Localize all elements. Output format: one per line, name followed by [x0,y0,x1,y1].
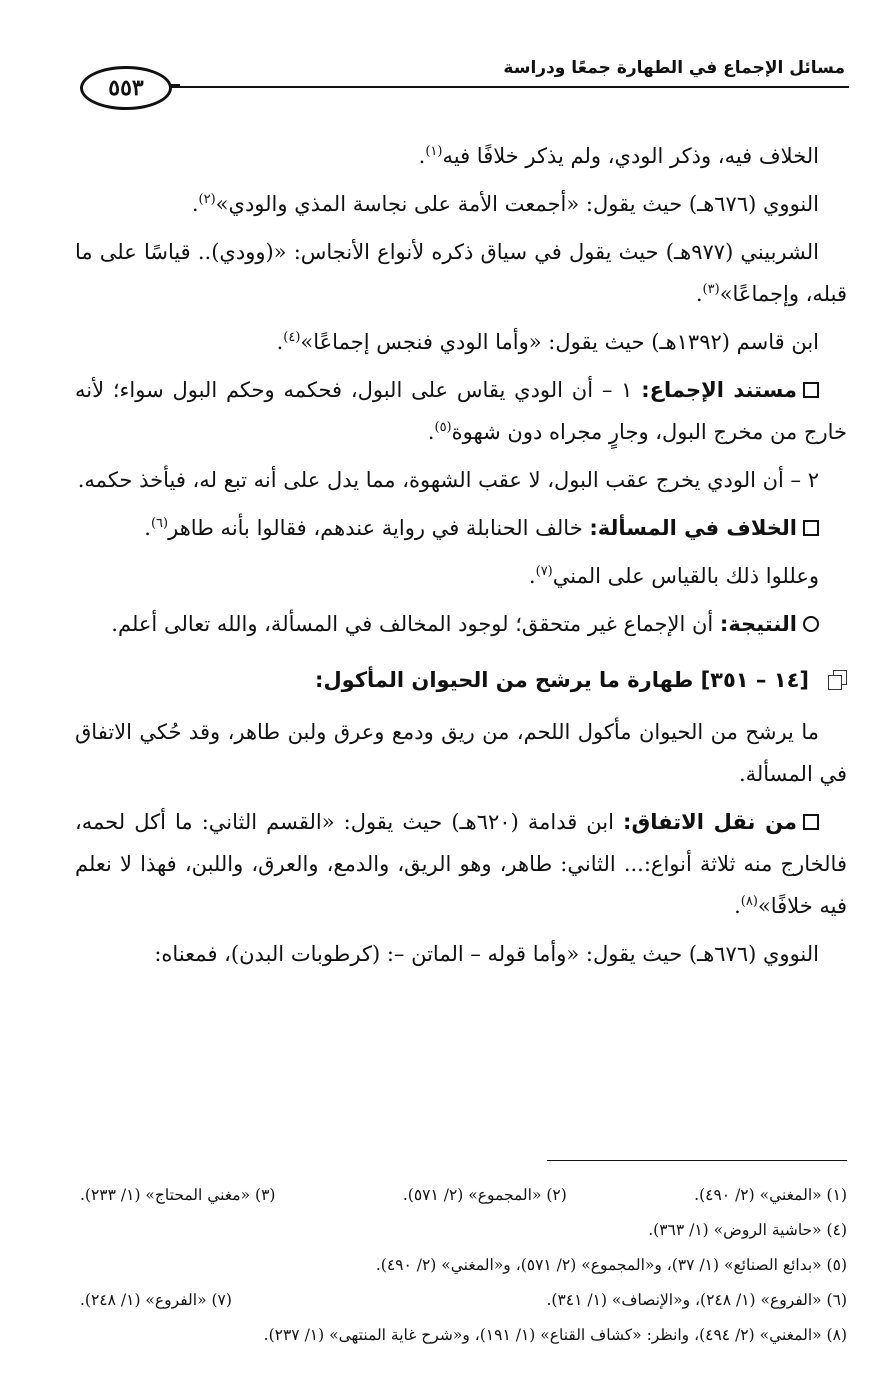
footnote-ref[interactable]: (٣) [702,282,720,297]
paragraph-text: ما يرشح من الحيوان مأكول اللحم، من ريق ودمع وعرق ولبن طاهر، وقد حُكي الاتفاق في المسألة. [75,720,847,786]
footnote-ref[interactable]: (٥) [434,420,452,435]
square-bullet-icon [803,520,819,536]
circle-bullet-icon [803,616,819,632]
paragraph-text: وعللوا ذلك بالقياس على المني [552,564,819,588]
paragraph-text: ابن قدامة (٦٢٠هـ) حيث يقول: «القسم الثاني: ما أكل لحمه، فالخارج منه ثلاثة أنواع:... الثاني: طاهر، وهو الريق، والدمع، والعرق، واللبن، فهذا لا نعلم فيه خلافًا» [75,810,847,918]
section-heading [75,659,847,701]
section-title: [١٤ – ٣٥١] طهارة ما يرشح من الحيوان المأكول: [315,668,809,692]
paragraph-text: ١ – أن الودي يقاس على البول، فحكمه وحكم البول سواء؛ لأنه خارج من مخرج البول، وجارٍ مجراه دون شهوة [75,378,847,444]
paragraph [75,711,847,795]
footnote: (٢) «المجموع» (٢/ ٥٧١). [402,1186,567,1204]
paragraph-text: الشربيني (٩٧٧هـ) حيث يقول في سياق ذكره لأنواع الأنجاس: «(وودي).. قياسًا على ما قبله، وإجماعًا» [75,240,847,306]
footnote: (٥) «بدائع الصنائع» (١/ ٣٧)، و«المجموع» (٢/ ٥٧١)، و«المغني» (٢/ ٤٩٠). [375,1256,847,1274]
paragraph: ابن قاسم (١٣٩٢هـ) حيث يقول: «وأما الودي فنجس إجماعًا»$^{(٤)}$. [276,330,819,354]
footnote-row [80,1213,847,1248]
paragraph-text: ٢ – أن الودي يخرج عقب البول، لا عقب الشهوة، مما يدل على أنه تبع له، فيأخذ حكمه. [77,468,819,492]
footnotes [80,1178,847,1353]
paragraph-text: الخلاف فيه، وذكر الودي، ولم يذكر خلافًا فيه [442,144,819,168]
footnote: (٤) «حاشية الروض» (١/ ٣٦٣). [648,1221,847,1239]
paragraph-text: أن الإجماع غير متحقق؛ لوجود المخالف في المسألة، والله تعالى أعلم. [111,612,714,636]
paragraph-text: خالف الحنابلة في رواية عندهم، فقالوا بأنه طاهر [168,516,583,540]
paragraph: مستند الإجماع: ١ – أن الودي يقاس على البول، فحكمه وحكم البول سواء؛ لأنه خارج من مخرج البول، وجارٍ مجراه دون شهوة$^{(٥)}$. [75,378,847,444]
footnote-ref[interactable]: (٨) [740,894,758,909]
copy-icon [827,670,847,690]
paragraph-text: النووي (٦٧٦هـ) حيث يقول: «وأما قوله – الماتن –: (كرطوبات البدن)، فمعناه: [154,942,819,966]
main-text [75,135,847,981]
paragraph-lead: الخلاف في المسألة: [589,516,797,540]
paragraph: الخلاف في المسألة: خالف الحنابلة في رواية عندهم، فقالوا بأنه طاهر$^{(٦)}$. [75,507,847,549]
footnote-ref[interactable]: (٢) [198,192,216,207]
header-title: مسائل الإجماع في الطهارة جمعًا ودراسة [503,58,845,78]
paragraph [75,603,847,645]
paragraph-text: النووي (٦٧٦هـ) حيث يقول: «أجمعت الأمة على نجاسة المذي والودي» [215,192,819,216]
paragraph: الشربيني (٩٧٧هـ) حيث يقول في سياق ذكره لأنواع الأنجاس: «(وودي).. قياسًا على ما قبله، وإجماعًا»$^{(٣)}$. [75,240,847,306]
paragraph [75,459,847,501]
paragraph: من نقل الاتفاق: ابن قدامة (٦٢٠هـ) حيث يقول: «القسم الثاني: ما أكل لحمه، فالخارج منه ثلاثة أنواع:... الثاني: طاهر، وهو الريق، والدمع، والعرق، واللبن، فهذا لا نعلم فيه خلافًا»$^{(٨)}$. [75,810,847,918]
footnote: (٧) «الفروع» (١/ ٢٤٨). [80,1291,232,1309]
footnote-separator [547,1160,847,1161]
paragraph-lead: النتيجة: [719,612,797,636]
footnote-row [80,1283,847,1318]
footnote: (٦) «الفروع» (١/ ٢٤٨)، و«الإنصاف» (١/ ٣٤١). [546,1291,847,1309]
paragraph-text: ابن قاسم (١٣٩٢هـ) حيث يقول: «وأما الودي فنجس إجماعًا» [300,330,819,354]
footnote-ref[interactable]: (٦) [150,516,169,531]
page-number: ٥٥٣ [80,66,172,110]
footnote-ref[interactable]: (١) [425,144,443,159]
footnote-ref[interactable]: (٤) [283,330,301,345]
footnote: (٣) «مغني المحتاج» (١/ ٢٣٣). [80,1186,276,1204]
paragraph-lead: مستند الإجماع: [641,378,797,402]
paragraph [75,933,847,975]
footnote: (٨) «المغني» (٢/ ٤٩٤)، وانظر: «كشاف القناع» (١/ ١٩١)، و«شرح غاية المنتهى» (١/ ٢٣٧). [263,1326,847,1344]
footnote-row [80,1178,847,1213]
paragraph: وعللوا ذلك بالقياس على المني$^{(٧)}$. [528,564,819,588]
header-rule [170,86,849,88]
square-bullet-icon [803,814,819,830]
square-bullet-icon [803,382,819,398]
footnote: (١) «المغني» (٢/ ٤٩٠). [694,1186,847,1204]
footnote-row [80,1318,847,1353]
paragraph: النووي (٦٧٦هـ) حيث يقول: «أجمعت الأمة على نجاسة المذي والودي»$^{(٢)}$. [191,192,819,216]
footnote-row [80,1248,847,1283]
paragraph-lead: من نقل الاتفاق: [623,810,797,834]
footnote-ref[interactable]: (٧) [535,564,553,579]
paragraph: الخلاف فيه، وذكر الودي، ولم يذكر خلافًا فيه$^{(١)}$. [418,144,819,168]
